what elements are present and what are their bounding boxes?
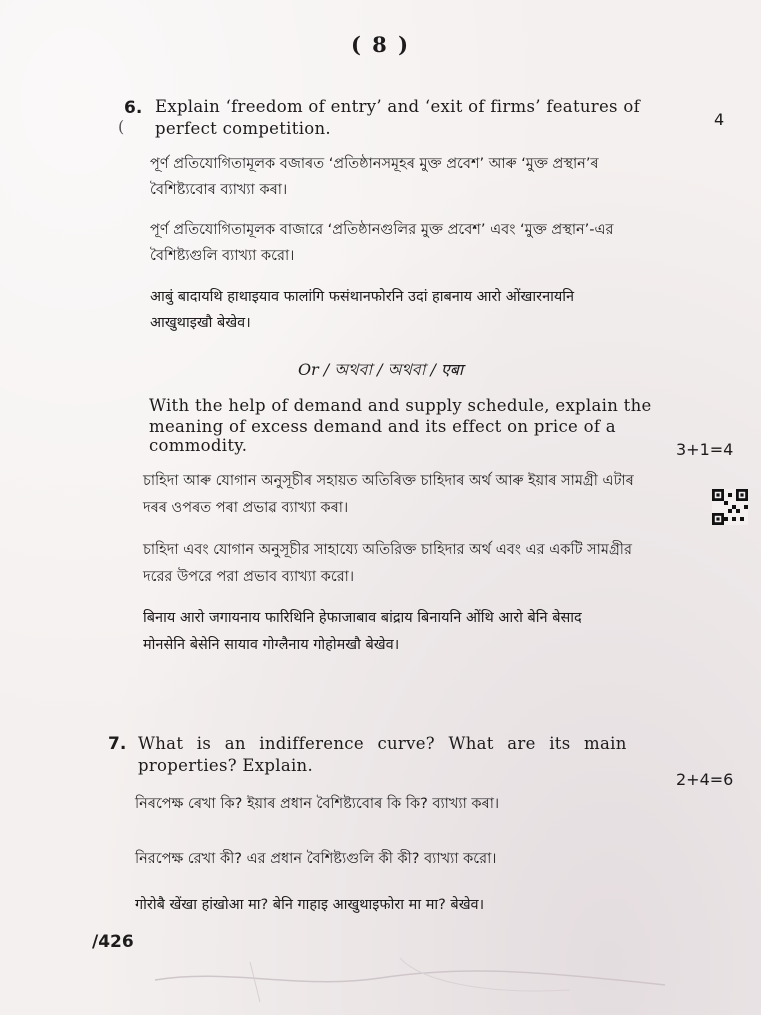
question-7-bengali-line-1: নিরপেক্ষ রেখা কী? এর প্রধান বৈশিষ্ট্যগুলি কী কী? ব্যাখ্যা করো। [135,851,497,867]
question-6-english-line-2: perfect competition. [155,119,331,138]
question-6-bodo-line-1: आबुं बादायथि हाथाइयाव फालांगि फसंथानफोरनि उदां हाबनाय आरो ओंखारनायनि [150,289,575,305]
question-6-bodo-line-2: आखुथाइखौ बेखेव। [150,315,251,331]
or-separator: Or / অথবা / অথবা / एबा [297,360,464,379]
question-6-bengali-line-1: পূর্ণ প্রতিযোগিতামূলক বাজারে ‘প্রতিষ্ঠানগুলির মুক্ত প্রবেশ’ এবং ‘মুক্ত প্রস্থান’-এর [150,222,614,238]
question-6-alt-english-line-3: commodity. [149,436,248,455]
qr-code-icon [712,489,748,525]
question-6-marks: 4 [714,110,725,129]
question-7-number: 7. [108,734,127,754]
question-6-alt-english-line-2: meaning of excess demand and its effect on price of a [149,417,616,436]
question-6-alt-english-line-1: With the help of demand and supply schedule, explain the [149,396,652,415]
question-6-alt-assamese-line-2: দৰৰ ওপৰত পৰা প্ৰভাৱ ব্যাখ্যা কৰা। [143,500,349,516]
question-6-alt-bengali-line-1: চাহিদা এবং যোগান অনুসূচীর সাহায্যে অতিরিক্ত চাহিদার অর্থ এবং এর একটি সামগ্রীর [143,542,632,558]
question-6-number: 6. [124,98,143,118]
paper-code: /426 [92,932,134,952]
question-6-alt-bodo-line-2: मोनसेनि बेसेनि सायाव गोग्लैनाय गोहोमखौ बेखेव। [143,637,400,653]
question-6-alt-bengali-line-2: দরের উপরে পরা প্রভাব ব্যাখ্যা করো। [143,569,355,585]
question-6-alt-assamese-line-1: চাহিদা আৰু যোগান অনুসূচীৰ সহায়ত অতিৰিক্ত চাহিদাৰ অৰ্থ আৰু ইয়াৰ সামগ্ৰী এটাৰ [143,473,634,489]
question-6-english-line-1: Explain ‘freedom of entry’ and ‘exit of firms’ features of [155,97,641,116]
question-7-marks: 2+4=6 [676,770,734,789]
paper-crease [150,950,670,1005]
question-6-bengali-line-2: বৈশিষ্ট্যগুলি ব্যাখ্যা করো। [150,248,295,264]
question-7-assamese-line-1: নিৰপেক্ষ ৰেখা কি? ইয়াৰ প্ৰধান বৈশিষ্ট্যবোৰ কি কি? ব্যাখ্যা কৰা। [135,796,500,812]
question-7-bodo-line-1: गोरोबै खेंखा हांखोआ मा? बेनि गाहाइ आखुथाइफोरा मा मा? बेखेव। [135,897,485,913]
page-number: ( 8 ) [350,32,411,57]
question-7-english-line-1: What is an indifference curve? What are its main [138,734,627,753]
pen-mark: ( [118,117,125,136]
question-7-english-line-2: properties? Explain. [138,756,314,775]
question-6-assamese-line-2: বৈশিষ্ট্যবোৰ ব্যাখ্যা কৰা। [150,182,288,198]
question-6-assamese-line-1: পূৰ্ণ প্ৰতিযোগিতামূলক বজাৰত ‘প্ৰতিষ্ঠানসমূহৰ মুক্ত প্ৰবেশ’ আৰু ‘মুক্ত প্ৰস্থান’ৰ [150,156,599,172]
question-6-alt-bodo-line-1: बिनाय आरो जगायनाय फारिथिनि हेफाजाबाव बांद्राय बिनायनि ओंथि आरो बेनि बेसाद [143,610,582,626]
question-6-alt-marks: 3+1=4 [676,440,734,459]
